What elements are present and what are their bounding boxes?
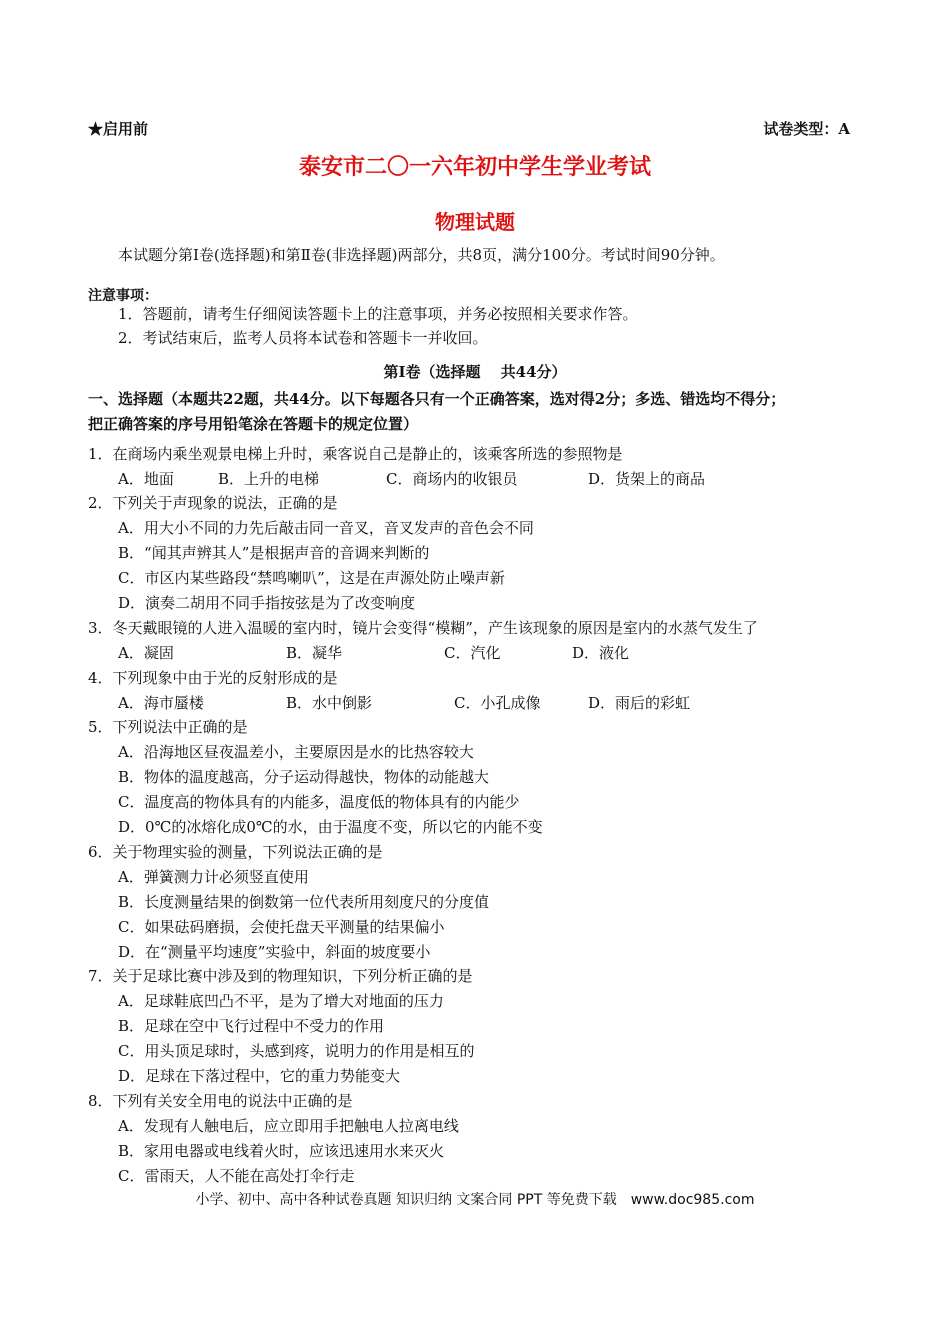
option: B．“闻其声辨其人”是根据声音的音调来判断的 (118, 544, 430, 562)
exam-intro: 本试题分第Ⅰ卷(选择题)和第Ⅱ卷(非选择题)两部分，共8页，满分100分。考试时间90分钟。 (118, 246, 725, 264)
section-instruction: 把正确答案的序号用铅笔涂在答题卡的规定位置） (88, 415, 419, 433)
exam-title: 泰安市二〇一六年初中学生学业考试 (298, 154, 651, 180)
option: C．市区内某些路段“禁鸣喇叭”，这是在声源处防止噪声新 (118, 569, 505, 587)
option: A．足球鞋底凹凸不平，是为了增大对地面的压力 (118, 992, 444, 1010)
option: A．沿海地区昼夜温差小，主要原因是水的比热容较大 (118, 743, 474, 761)
option: C．小孔成像 (454, 694, 541, 712)
option: A．凝固 (118, 644, 174, 662)
option: C．雷雨天，人不能在高处打伞行走 (118, 1167, 355, 1185)
option: B．家用电器或电线着火时，应该迅速用水来灭火 (118, 1142, 445, 1160)
section-instruction: 一、选择题（本题共22题，共44分。以下每题各只有一个正确答案，选对得2分；多选、错选均不得分； (88, 390, 786, 408)
question-stem: 4．下列现象中由于光的反射形成的是 (88, 669, 338, 687)
option: B．水中倒影 (286, 694, 373, 712)
notes-heading: 注意事项： (88, 288, 158, 304)
exam-subtitle: 物理试题 (435, 210, 515, 234)
option: B．长度测量结果的倒数第一位代表所用刻度尺的分度值 (118, 893, 490, 911)
option: C．商场内的收银员 (386, 470, 518, 488)
option: B．物体的温度越高，分子运动得越快，物体的动能越大 (118, 768, 490, 786)
question-stem: 6．关于物理实验的测量，下列说法正确的是 (88, 843, 383, 861)
question-stem: 5．下列说法中正确的是 (88, 718, 248, 736)
option: D．货架上的商品 (588, 470, 706, 488)
option: C．温度高的物体具有的内能多，温度低的物体具有的内能少 (118, 793, 520, 811)
option: B．足球在空中飞行过程中不受力的作用 (118, 1017, 385, 1035)
option: A．地面 (118, 470, 174, 488)
option: D．液化 (572, 644, 630, 662)
page-footer: 小学、初中、高中各种试卷真题 知识归纳 文案合同 PPT 等免费下载 www.doc985.com (195, 1192, 755, 1208)
header-left: ★启用前 (88, 120, 149, 138)
note-item: 2．考试结束后，监考人员将本试卷和答题卡一并收回。 (118, 329, 488, 347)
question-stem: 2．下列关于声现象的说法，正确的是 (88, 494, 338, 512)
option: D．雨后的彩虹 (588, 694, 691, 712)
question-stem: 7．关于足球比赛中涉及到的物理知识，下列分析正确的是 (88, 967, 473, 985)
option: D．足球在下落过程中，它的重力势能变大 (118, 1067, 401, 1085)
option: C．用头顶足球时，头感到疼，说明力的作用是相互的 (118, 1042, 475, 1060)
section-heading: 第Ⅰ卷（选择题 共44分） (383, 363, 567, 381)
option: D．演奏二胡用不同手指按弦是为了改变响度 (118, 594, 416, 612)
question-stem: 1．在商场内乘坐观景电梯上升时，乘客说自己是静止的，该乘客所选的参照物是 (88, 445, 623, 463)
option: D．在“测量平均速度”实验中，斜面的坡度要小 (118, 943, 431, 961)
note-item: 1．答题前，请考生仔细阅读答题卡上的注意事项，并务必按照相关要求作答。 (118, 305, 638, 323)
option: A．用大小不同的力先后敲击同一音叉，音叉发声的音色会不同 (118, 519, 534, 537)
question-stem: 3．冬天戴眼镜的人进入温暖的室内时，镜片会变得“模糊”，产生该现象的原因是室内的水蒸气发生了 (88, 619, 758, 637)
option: D．0℃的冰熔化成0℃的水，由于温度不变，所以它的内能不变 (118, 818, 543, 836)
paper-type: 试卷类型：A (763, 120, 850, 138)
option: A．弹簧测力计必须竖直使用 (118, 868, 309, 886)
option: C．汽化 (444, 644, 501, 662)
option: A．发现有人触电后，应立即用手把触电人拉离电线 (118, 1117, 459, 1135)
option: C．如果砝码磨损，会使托盘天平测量的结果偏小 (118, 918, 445, 936)
question-stem: 8．下列有关安全用电的说法中正确的是 (88, 1092, 353, 1110)
option: B．上升的电梯 (218, 470, 320, 488)
option: A．海市蜃楼 (118, 694, 204, 712)
option: B．凝华 (286, 644, 343, 662)
